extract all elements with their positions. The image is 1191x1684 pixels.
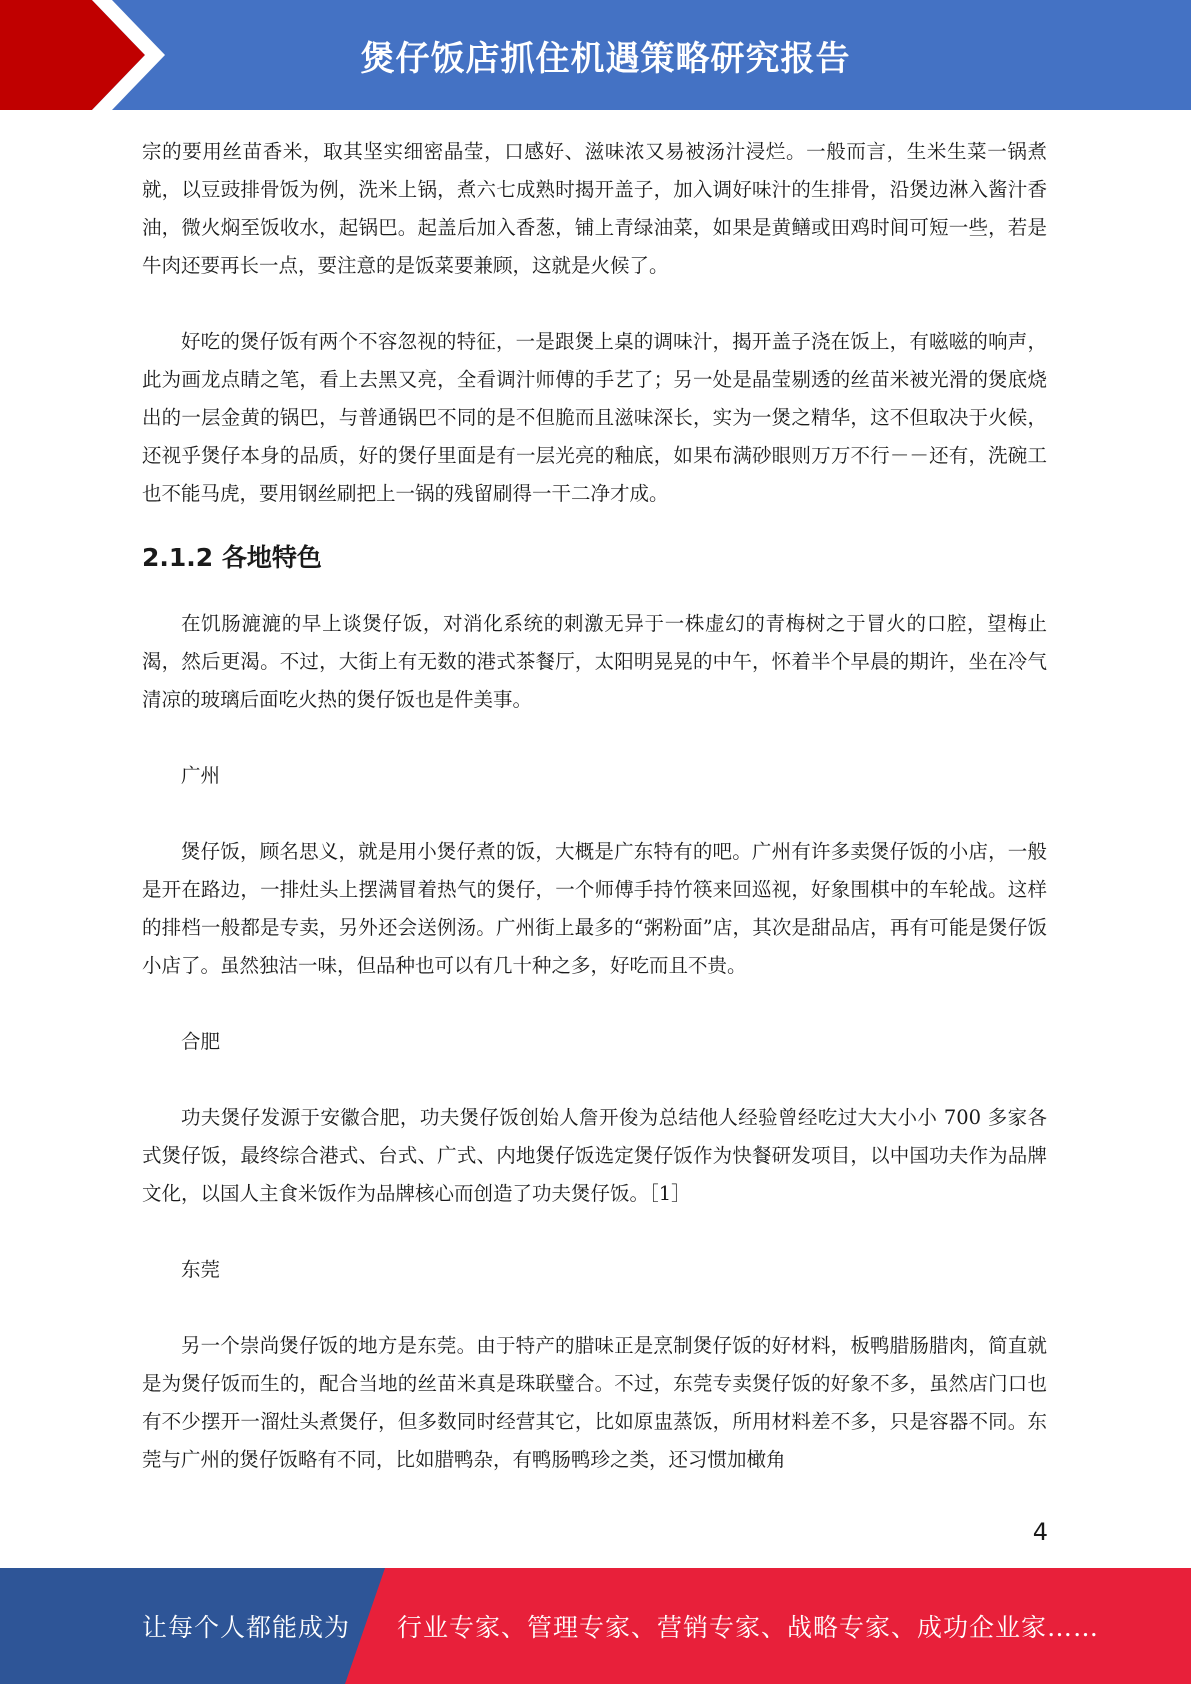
subheading-guangzhou: 广州 — [181, 764, 221, 787]
paragraph-4: 煲仔饭，顾名思义，就是用小煲仔煮的饭，大概是广东特有的吧。广州有许多卖煲仔饭的小店，一般是开在路边，一排灶头上摆满冒着热气的煲仔，一个师傅手持竹筷来回巡视，好象围棋中的车轮战。这样的排档一般都是专卖，另外还会送例汤。广州街上最多的“粥粉面”店，其次是甜品店，再有可能是煲仔饭小店了。虽然独沽一味，但品种也可以有几十种之多，好吃而且不贵。 — [142, 840, 1047, 977]
paragraph-3: 在饥肠漉漉的早上谈煲仔饭，对消化系统的刺激无异于一株虚幻的青梅树之于冒火的口腔，望梅止渴，然后更渴。不过，大街上有无数的港式茶餐厅，太阳明晃晃的中午，怀着半个早晨的期许，坐在冷气清凉的玻璃后面吃火热的煲仔饭也是件美事。 — [142, 612, 1047, 711]
paragraph-6: 另一个崇尚煲仔饭的地方是东莞。由于特产的腊味正是烹制煲仔饭的好材料，板鸭腊肠腊肉，简直就是为煲仔饭而生的，配合当地的丝苗米真是珠联璧合。不过，东莞专卖煲仔饭的好象不多，虽然店门口也有不少摆开一溜灶头煮煲仔，但多数同时经营其它，比如原盅蒸饭，所用材料差不多，只是容器不同。东莞与广州的煲仔饭略有不同，比如腊鸭杂，有鸭肠鸭珍之类，还习惯加橄角 — [142, 1334, 1047, 1471]
paragraph-5: 功夫煲仔发源于安徽合肥，功夫煲仔饭创始人詹开俊为总结他人经验曾经吃过大大小小 700 多家各式煲仔饭，最终综合港式、台式、广式、内地煲仔饭选定煲仔饭作为快餐研发项目，以中国功夫作为品牌文化，以国人主食米饭作为品牌核心而创造了功夫煲仔饭。［1］ — [142, 1106, 1047, 1205]
section-heading: 2.1.2 各地特色 — [142, 543, 322, 572]
page-number: 4 — [1032, 1518, 1048, 1546]
page-footer — [0, 1568, 1191, 1684]
document-body — [142, 133, 1047, 1479]
paragraph-2: 好吃的煲仔饭有两个不容忽视的特征，一是跟煲上桌的调味汁，揭开盖子浇在饭上，有嗞嗞的响声，此为画龙点睛之笔，看上去黑又亮，全看调汁师傅的手艺了；另一处是晶莹剔透的丝苗米被光滑的煲底烧出的一层金黄的锅巴，与普通锅巴不同的是不但脆而且滋味深长，实为一煲之精华，这不但取决于火候，还视乎煲仔本身的品质，好的煲仔里面是有一层光亮的釉底，如果布满砂眼则万万不行－－还有，洗碗工也不能马虎，要用钢丝刷把上一锅的残留刷得一干二净才成。 — [142, 330, 1047, 505]
footer-slogan-left: 让每个人都能成为 — [142, 1613, 351, 1642]
footer-slogan-right: 行业专家、管理专家、营销专家、战略专家、成功企业家…… — [397, 1613, 1100, 1642]
page-header — [0, 0, 1191, 110]
subheading-dongguan: 东莞 — [181, 1258, 221, 1281]
document-title: 煲仔饭店抓住机遇策略研究报告 — [360, 38, 851, 79]
subheading-hefei: 合肥 — [181, 1030, 221, 1053]
paragraph-1: 宗的要用丝苗香米，取其坚实细密晶莹，口感好、滋味浓又易被汤汁浸烂。一般而言，生米生菜一锅煮就，以豆豉排骨饭为例，洗米上锅，煮六七成熟时揭开盖子，加入调好味汁的生排骨，沿煲边淋入酱汁香油，微火焖至饭收水，起锅巴。起盖后加入香葱，铺上青绿油菜，如果是黄鳝或田鸡时间可短一些，若是牛肉还要再长一点，要注意的是饭菜要兼顾，这就是火候了。 — [142, 140, 1047, 277]
